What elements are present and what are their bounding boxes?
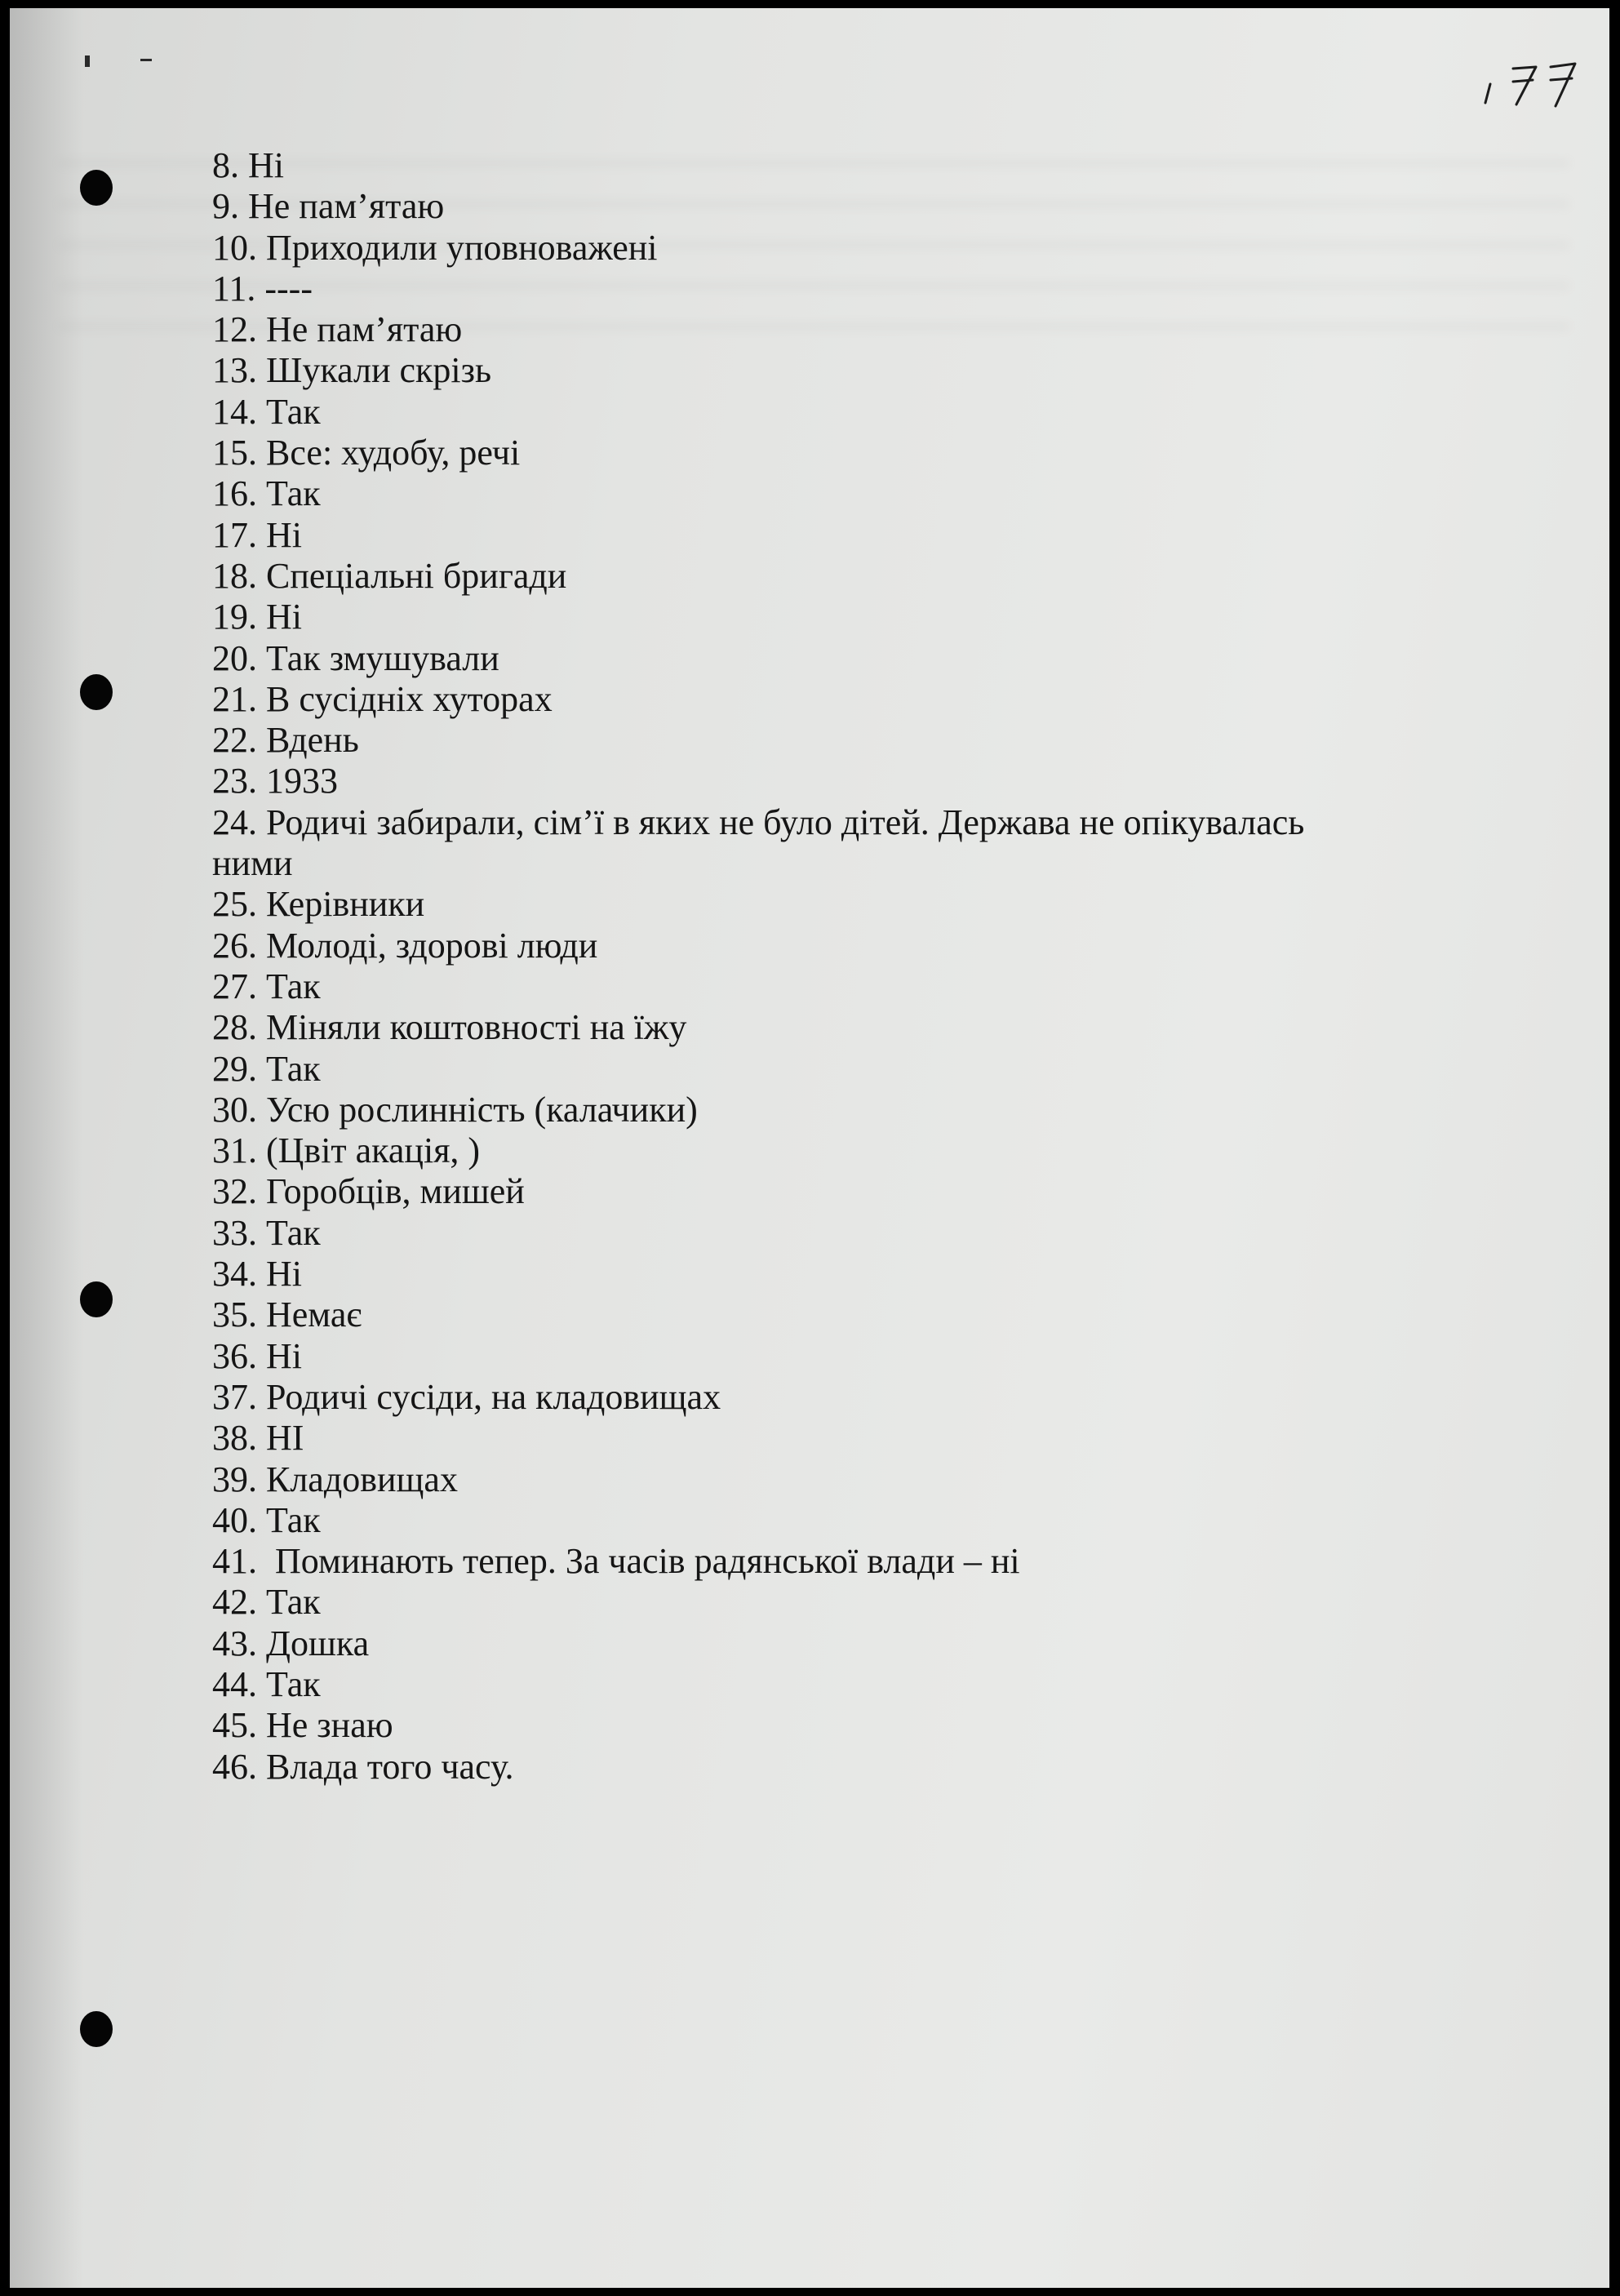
answer-item: 13. Шукали скрізь <box>212 350 492 391</box>
answer-item: 27. Так <box>212 966 321 1006</box>
answer-item: 17. Ні <box>212 514 302 555</box>
answer-item: 30. Усю рослинність (калачики) <box>212 1089 698 1130</box>
answer-item: 36. Ні <box>212 1335 302 1376</box>
answer-item: 32. Горобців, мишей <box>212 1171 525 1212</box>
answer-item: 24. Родичі забирали, сім’ї в яких не було дітей. Держава не опікувалась ними <box>212 802 1305 884</box>
answer-item: 22. Вдень <box>212 720 359 761</box>
answer-item: 25. Керівники <box>212 884 425 925</box>
answer-item: 11. ---- <box>212 268 313 309</box>
answer-item: 14. Так <box>212 391 321 432</box>
punch-hole <box>80 674 113 710</box>
answer-item: 46. Влада того часу. <box>212 1746 514 1787</box>
answer-item: 8. Ні <box>212 145 284 185</box>
punch-hole <box>80 170 113 206</box>
answer-item: 35. Немає <box>212 1295 362 1335</box>
answer-item: 20. Так змушували <box>212 637 499 678</box>
answer-item: 29. Так <box>212 1048 321 1089</box>
answer-item: 9. Не пам’ятаю <box>212 186 445 227</box>
handwritten-folio-number <box>1479 39 1593 113</box>
scan-edge-shadow <box>10 8 83 2288</box>
answer-item: 10. Приходили уповноважені <box>212 227 658 268</box>
answer-item: 23. 1933 <box>212 761 338 802</box>
punch-hole <box>80 1281 113 1317</box>
answer-item: 34. Ні <box>212 1254 302 1295</box>
answer-item: 45. Не знаю <box>212 1705 393 1746</box>
document-page <box>10 8 1609 2288</box>
scan-mark <box>85 56 90 67</box>
answer-item: 15. Все: худобу, речі <box>212 433 521 473</box>
scan-mark <box>140 59 152 61</box>
answer-item: 21. В сусідніх хуторах <box>212 678 553 719</box>
answer-item: 16. Так <box>212 473 321 514</box>
answer-item: 12. Не пам’ятаю <box>212 309 463 350</box>
answer-item: 37. Родичі сусіди, на кладовищах <box>212 1376 721 1417</box>
answer-item: 41. Поминають тепер. За часів радянської влади – ні <box>212 1541 1020 1582</box>
answer-item: 38. НІ <box>212 1418 304 1459</box>
punch-hole <box>80 2011 113 2047</box>
answer-item: 44. Так <box>212 1663 321 1704</box>
answer-item: 26. Молоді, здорові люди <box>212 925 598 966</box>
answer-item: 43. Дошка <box>212 1623 370 1663</box>
answer-item: 28. Міняли коштовності на їжу <box>212 1007 687 1048</box>
answer-list <box>212 145 1436 1788</box>
answer-item: 39. Кладовищах <box>212 1459 458 1499</box>
answer-item: 19. Ні <box>212 597 302 637</box>
answer-item: 31. (Цвіт акація, ) <box>212 1130 481 1171</box>
answer-item: 33. Так <box>212 1212 321 1253</box>
answer-item: 42. Так <box>212 1582 321 1623</box>
answer-item: 18. Спеціальні бригади <box>212 555 567 596</box>
answer-item: 40. Так <box>212 1499 321 1540</box>
